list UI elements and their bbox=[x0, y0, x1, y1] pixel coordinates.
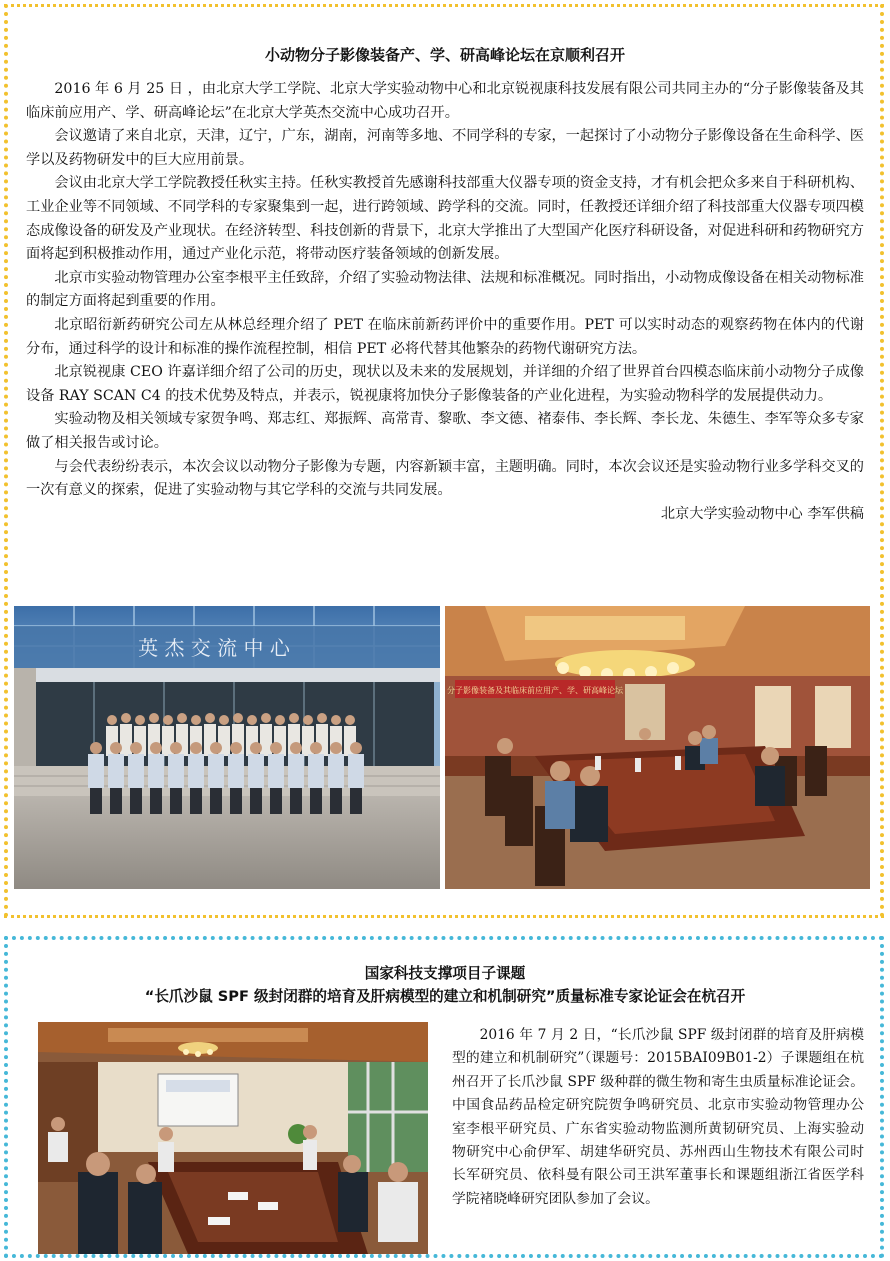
article2-body: 2016 年 7 月 2 日，“长爪沙鼠 SPF 级封闭群的培育及肝病模型的建立和机制研究”（课题号：2015BAI09B01-2）子课题组在杭州召开了长爪沙鼠 SPF 级种群的微生物和寄生虫质量标准论证会。中国食品药品检定研究院贺争鸣研究员、北京市实验动物管理办公室李根平研究员、广东省实验动物监测所黄韧研究员、上海实验动物研究中心俞伊军、胡建华研究员、苏州西山生物技术有限公司时长军研究员、依科曼有限公司王洪军董事长和课题组浙江省医学科学院褚晓峰研究团队参加了会议。 bbox=[452, 1027, 864, 1207]
paragraph: 北京锐视康 CEO 许嘉详细介绍了公司的历史，现状以及未来的发展规划，并详细的介绍了世界首台四模态临床前小动物分子成像设备 RAY SCAN C4 的技术优势及特点，并表示，锐视康将加快分子影像装备的产业化进程，为实验动物科学的发展提供动力。 bbox=[26, 364, 864, 404]
byline: 北京大学实验动物中心 李军供稿 bbox=[660, 505, 864, 522]
meeting-photo-image bbox=[38, 1022, 428, 1254]
article2-title-line1: 国家科技支撑项目子课题 bbox=[364, 965, 526, 982]
article-title: 小动物分子影像装备产、学、研高峰论坛在京顺利召开 bbox=[264, 46, 625, 64]
group-photo bbox=[14, 606, 440, 889]
paragraph: 会议邀请了来自北京，天津，辽宁，广东，湖南，河南等多地、不同学科的专家，一起探讨了小动物分子影像设备在生命科学、医学以及药物研发中的巨大应用前景。 bbox=[26, 128, 864, 168]
meeting-room-photo-image bbox=[445, 606, 870, 889]
article-body bbox=[26, 78, 864, 526]
group-photo-image bbox=[14, 606, 440, 889]
paragraph: 2016 年 6 月 25 日 ，由北京大学工学院、北京大学实验动物中心和北京锐视康科技发展有限公司共同主办的“分子影像装备及其临床前应用产、学、研高峰论坛”在北京大学英杰交流中心成功召开。 bbox=[26, 81, 864, 121]
conference-banner: 分子影像装备及其临床前应用产、学、研高峰论坛 bbox=[447, 686, 623, 695]
paragraph: 北京市实验动物管理办公室李根平主任致辞，介绍了实验动物法律、法规和标准概况。同时指出，小动物成像设备在相关动物标准的制定方面将起到重要的作用。 bbox=[26, 269, 864, 310]
paragraph: 与会代表纷纷表示，本次会议以动物分子影像为专题，内容新颖丰富，主题明确。同时，本次会议还是实验动物行业多学科交叉的一次有意义的探索，促进了实验动物与其它学科的交流与共同发展。 bbox=[26, 458, 864, 499]
building-sign: 英 杰 交 流 中 心 bbox=[138, 636, 290, 660]
paragraph: 北京昭衍新药研究公司左从林总经理介绍了 PET 在临床前新药评价中的重要作用。PET 可以实时动态的观察药物在体内的代谢分布，通过科学的设计和标准的操作流程控制，相信 PET 必将代替其他繁杂的药物代谢研究方法。 bbox=[26, 316, 864, 357]
paragraph: 实验动物及相关领域专家贺争鸣、郑志红、郑振辉、高常青、黎歌、李文德、褚泰伟、李长辉、李长龙、朱德生、李军等众多专家做了相关报告或讨论。 bbox=[26, 411, 864, 451]
paragraph: 会议由北京大学工学院教授任秋实主持。任秋实教授首先感谢科技部重大仪器专项的资金支持，才有机会把众多来自于科研机构、工业企业等不同领域、不同学科的专家聚集到一起，进行跨领域、跨学科的交流。同时，任教授还详细介绍了科技部重大仪器专项四模态成像设备的研发及产业现状。在经济转型、科技创新的背景下，北京大学推出了大型国产化医疗科研设备，对促进科研和药物研究方面将起到积极推动作用，通过产业化示范，将带动医疗装备领域的创新发展。 bbox=[26, 175, 864, 263]
meeting-room-photo bbox=[445, 606, 870, 889]
meeting-photo bbox=[38, 1022, 428, 1254]
article2-title-line2: “长爪沙鼠 SPF 级封闭群的培育及肝病模型的建立和机制研究”质量标准专家论证会在杭召开 bbox=[144, 988, 746, 1005]
